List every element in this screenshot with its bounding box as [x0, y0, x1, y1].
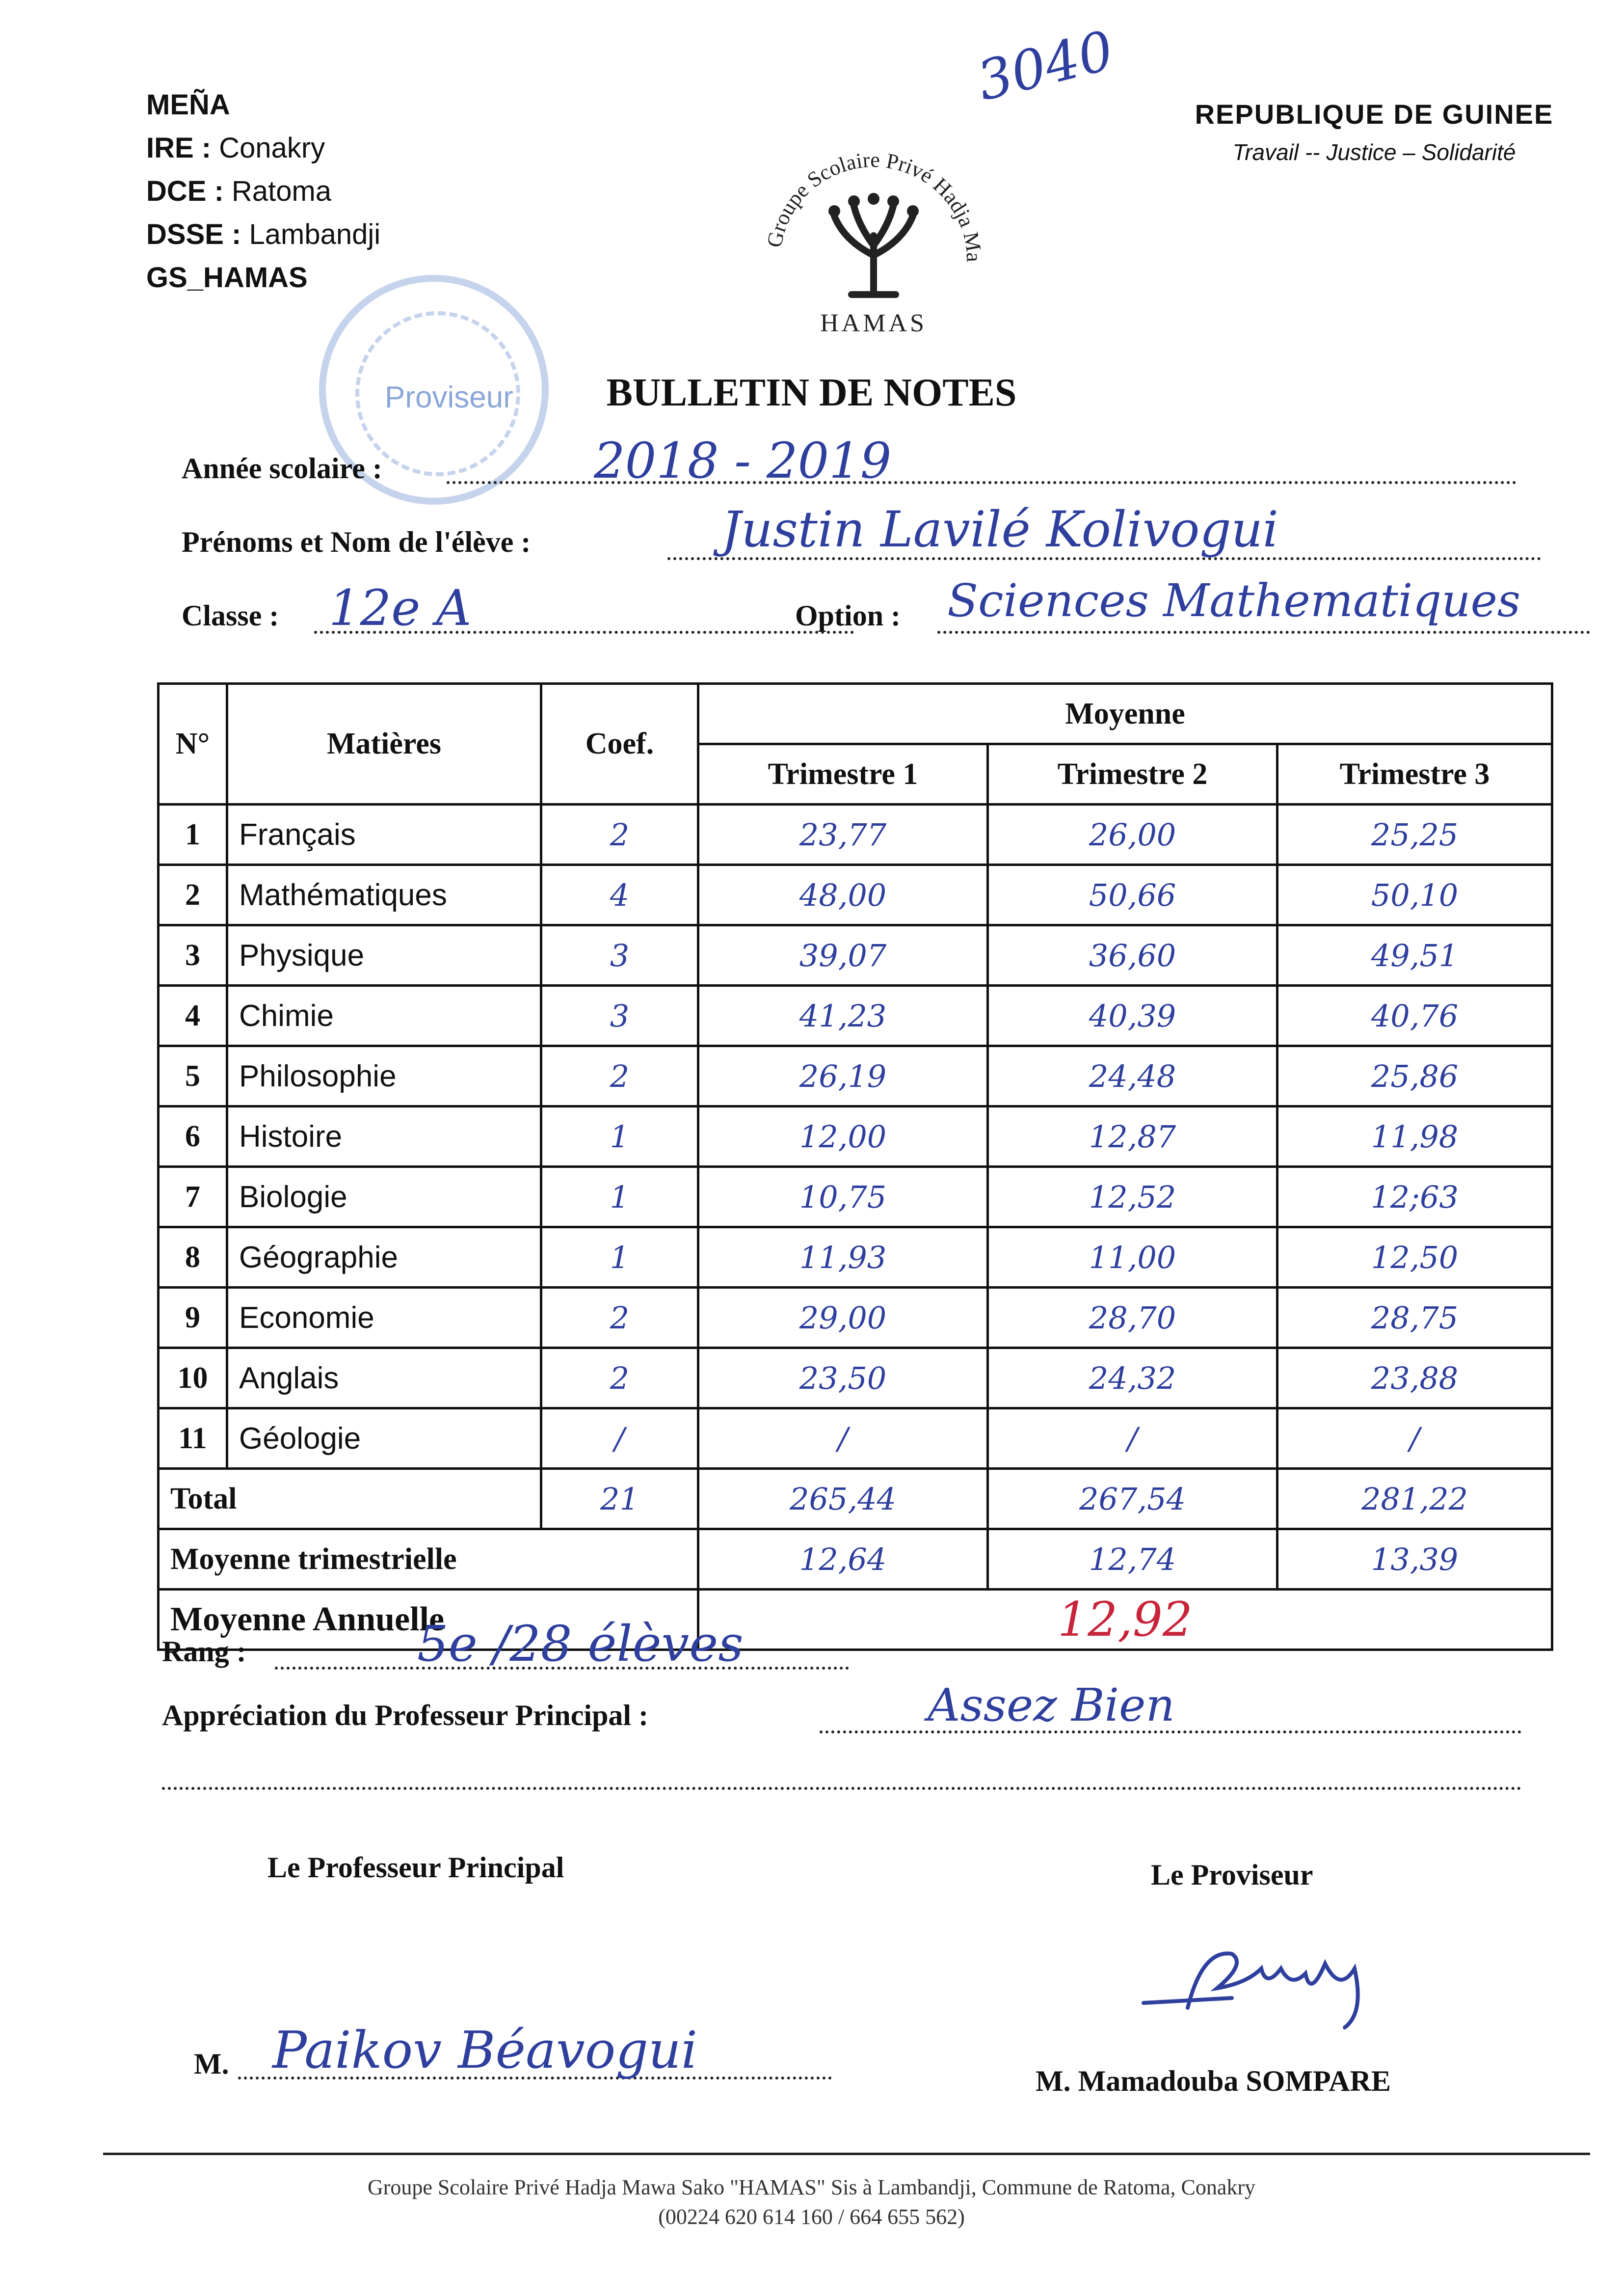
- row-t1: 12,00: [698, 1107, 988, 1167]
- principal-title: Le Proviseur: [1151, 1859, 1313, 1891]
- row-coef: 2: [541, 1288, 698, 1348]
- annual-label: Moyenne Annuelle: [159, 1590, 698, 1650]
- table-row: [159, 1288, 1552, 1348]
- row-t2: 40,39: [988, 986, 1277, 1046]
- teacher-name: Paikov Béavogui: [272, 2020, 698, 2080]
- teacher-signature-field: [194, 2020, 832, 2086]
- trimestrial-t3: 13,39: [1277, 1529, 1552, 1590]
- row-t2: 24,32: [988, 1348, 1277, 1408]
- row-number: 5: [159, 1046, 227, 1107]
- appreciation-label: Appréciation du Professeur Principal :: [162, 1699, 649, 1731]
- row-subject: Géographie: [227, 1227, 541, 1288]
- year-label: Année scolaire :: [182, 452, 382, 485]
- row-number: 9: [159, 1288, 227, 1348]
- row-t2: 26,00: [988, 805, 1277, 865]
- total-row: [159, 1469, 1552, 1529]
- republic-title: REPUBLIQUE DE GUINEE: [1195, 99, 1554, 130]
- header-left: [146, 83, 380, 299]
- logo-arc-text: Groupe Scolaire Privé Hadja Ma: [762, 147, 986, 263]
- dsse-value: Lambandji: [249, 218, 381, 250]
- ire-value: Conakry: [219, 132, 325, 164]
- rank-label: Rang :: [162, 1635, 246, 1668]
- field-class: [182, 574, 1590, 643]
- row-subject: Chimie: [227, 986, 541, 1046]
- footer-address: Groupe Scolaire Privé Hadja Mawa Sako "HAMAS" Sis à Lambandji, Commune de Ratoma, Conakry: [367, 2175, 1256, 2199]
- row-t3: 40,76: [1277, 986, 1552, 1046]
- trimestrial-t2: 12,74: [988, 1529, 1277, 1590]
- total-t3: 281,22: [1277, 1469, 1552, 1529]
- row-number: 8: [159, 1227, 227, 1288]
- row-t3: 28,75: [1277, 1288, 1552, 1348]
- dce-value: Ratoma: [232, 175, 332, 207]
- row-t2: 24,48: [988, 1046, 1277, 1107]
- year-value: 2018 - 2019: [594, 432, 892, 489]
- footer-divider: [103, 2153, 1590, 2155]
- row-t2: 11,00: [988, 1227, 1277, 1288]
- row-coef: /: [541, 1408, 698, 1469]
- row-t1: 39,07: [698, 925, 988, 986]
- row-subject: Mathématiques: [227, 865, 541, 925]
- table-row: [159, 1046, 1552, 1107]
- total-t2: 267,54: [988, 1469, 1277, 1529]
- row-number: 10: [159, 1348, 227, 1408]
- row-number: 2: [159, 865, 227, 925]
- teacher-prefix: M.: [194, 2048, 229, 2080]
- table-row: [159, 925, 1552, 986]
- row-coef: 3: [541, 986, 698, 1046]
- table-row: [159, 1107, 1552, 1167]
- row-t2: 50,66: [988, 865, 1277, 925]
- row-number: 11: [159, 1408, 227, 1469]
- row-subject: Physique: [227, 925, 541, 986]
- trimestrial-label: Moyenne trimestrielle: [159, 1529, 698, 1590]
- class-label: Classe :: [182, 599, 279, 632]
- col-header-num: N°: [159, 684, 227, 805]
- row-t3: 25,25: [1277, 805, 1552, 865]
- document-title: BULLETIN DE NOTES: [606, 371, 1017, 414]
- row-coef: 4: [541, 865, 698, 925]
- row-number: 4: [159, 986, 227, 1046]
- stamp-text: Proviseur: [385, 380, 513, 414]
- row-subject: Anglais: [227, 1348, 541, 1408]
- principal-name: M. Mamadouba SOMPARE: [1036, 2065, 1391, 2097]
- row-t3: /: [1277, 1408, 1552, 1469]
- col-header-average: Moyenne: [698, 684, 1552, 744]
- ire-label: IRE :: [146, 132, 212, 164]
- class-value: 12e A: [329, 579, 472, 637]
- table-row: [159, 986, 1552, 1046]
- field-appreciation: [162, 1679, 1521, 1743]
- option-value: Sciences Mathematiques: [947, 574, 1521, 627]
- row-subject: Géologie: [227, 1408, 541, 1469]
- row-t1: 10,75: [698, 1167, 988, 1227]
- row-t2: 12,52: [988, 1167, 1277, 1227]
- row-t3: 12,50: [1277, 1227, 1552, 1288]
- table-row: [159, 1227, 1552, 1288]
- row-t2: 28,70: [988, 1288, 1277, 1348]
- option-dots: [937, 631, 1590, 634]
- grades-body: [159, 805, 1552, 1650]
- col-header-t1: Trimestre 1: [698, 744, 988, 805]
- row-subject: Philosophie: [227, 1046, 541, 1107]
- republic-motto: Travail -- Justice – Solidarité: [1232, 139, 1516, 165]
- grades-table: [157, 682, 1553, 1651]
- table-row: [159, 805, 1552, 865]
- appreciation-extra-dots: [162, 1787, 1521, 1790]
- svg-text:Groupe Scolaire Privé Hadja Ma: [746, 147, 986, 262]
- row-number: 6: [159, 1107, 227, 1167]
- appreciation-value: Assez Bien: [928, 1679, 1175, 1731]
- row-t1: /: [698, 1408, 988, 1469]
- row-coef: 1: [541, 1107, 698, 1167]
- footer-phone: (00224 620 614 160 / 664 655 562): [658, 2205, 965, 2229]
- rank-value: 5e /28 élèves: [417, 1615, 744, 1673]
- row-subject: Français: [227, 805, 541, 865]
- tree-logo-icon: [746, 147, 1001, 344]
- total-t1: 265,44: [698, 1469, 988, 1529]
- principal-signature-mark: [1134, 1934, 1409, 2032]
- col-header-coef: Coef.: [541, 684, 698, 805]
- option-label: Option :: [795, 599, 901, 632]
- trimestrial-average-row: [159, 1529, 1552, 1590]
- total-label: Total: [159, 1469, 541, 1529]
- name-label: Prénoms et Nom de l'élève :: [182, 526, 531, 558]
- row-t3: 49,51: [1277, 925, 1552, 986]
- table-row: [159, 1408, 1552, 1469]
- row-t1: 48,00: [698, 865, 988, 925]
- row-coef: 2: [541, 1046, 698, 1107]
- row-coef: 2: [541, 1348, 698, 1408]
- school-code: GS_HAMAS: [146, 262, 308, 294]
- row-subject: Histoire: [227, 1107, 541, 1167]
- row-t2: /: [988, 1408, 1277, 1469]
- trimestrial-t1: 12,64: [698, 1529, 988, 1590]
- dce-label: DCE :: [146, 175, 224, 207]
- teacher-title: Le Professeur Principal: [267, 1851, 564, 1884]
- row-t3: 12;63: [1277, 1167, 1552, 1227]
- row-t1: 11,93: [698, 1227, 988, 1288]
- annual-value: 12,92: [698, 1590, 1552, 1650]
- ministry-label: MEÑA: [146, 89, 230, 121]
- row-number: 3: [159, 925, 227, 986]
- row-coef: 1: [541, 1227, 698, 1288]
- table-row: [159, 1167, 1552, 1227]
- table-row: [159, 1348, 1552, 1408]
- school-logo: [746, 147, 1001, 344]
- name-value: Justin Lavilé Kolivogui: [721, 501, 1278, 558]
- row-t3: 50,10: [1277, 865, 1552, 925]
- row-t1: 23,50: [698, 1348, 988, 1408]
- row-t1: 23,77: [698, 805, 988, 865]
- row-coef: 1: [541, 1167, 698, 1227]
- dsse-label: DSSE :: [146, 218, 241, 250]
- row-t1: 26,19: [698, 1046, 988, 1107]
- row-t1: 41,23: [698, 986, 988, 1046]
- header-right: [1173, 98, 1575, 165]
- handwritten-number: 3040: [971, 19, 1120, 113]
- field-year: [182, 432, 1517, 491]
- table-header-row: [159, 684, 1552, 744]
- table-row: [159, 865, 1552, 925]
- row-t3: 25,86: [1277, 1046, 1552, 1107]
- col-header-t2: Trimestre 2: [988, 744, 1277, 805]
- row-subject: Economie: [227, 1288, 541, 1348]
- row-number: 1: [159, 805, 227, 865]
- col-header-subject: Matières: [227, 684, 541, 805]
- row-t2: 36,60: [988, 925, 1277, 986]
- logo-name: HAMAS: [820, 309, 927, 337]
- total-coef: 21: [541, 1469, 698, 1529]
- row-subject: Biologie: [227, 1167, 541, 1227]
- row-number: 7: [159, 1167, 227, 1227]
- col-header-t3: Trimestre 3: [1277, 744, 1552, 805]
- row-coef: 2: [541, 805, 698, 865]
- row-coef: 3: [541, 925, 698, 986]
- row-t3: 11,98: [1277, 1107, 1552, 1167]
- row-t1: 29,00: [698, 1288, 988, 1348]
- field-name: [182, 501, 1541, 569]
- row-t3: 23,88: [1277, 1348, 1552, 1408]
- row-t2: 12,87: [988, 1107, 1277, 1167]
